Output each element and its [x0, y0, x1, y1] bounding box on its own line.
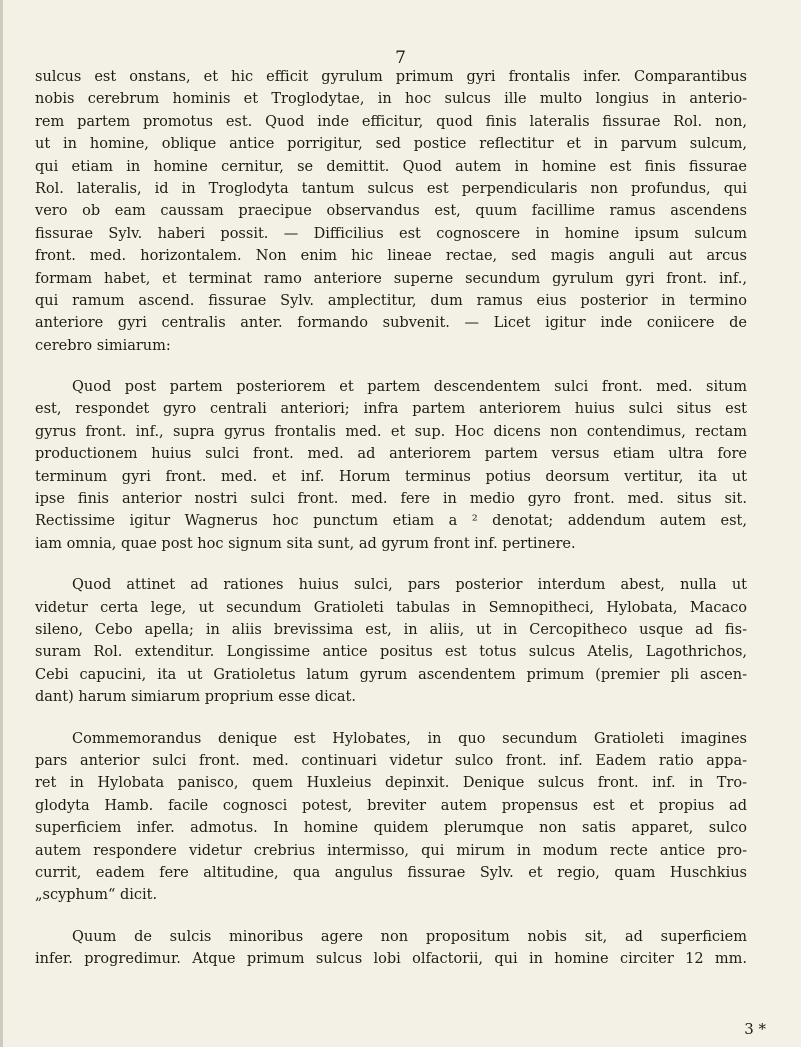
paragraph	[35, 66, 747, 357]
text-line: terminum gyri front. med. et inf. Horum terminus potius deorsum vertitur, ita ut	[35, 468, 747, 485]
text-line: front. med. horizontalem. Non enim hic lineae rectae, sed magis anguli aut arcus	[35, 248, 747, 265]
text-line: „scyphum“ dicit.	[35, 887, 158, 904]
page-edge	[0, 0, 3, 1047]
text-line: productionem huius sulci front. med. ad anteriorem partem versus etiam ultra fore	[35, 446, 747, 463]
text-line: Quum de sulcis minoribus agere non propositum nobis sit, ad superficiem	[72, 928, 747, 945]
text-line: anteriore gyri centralis anter. formando subvenit. — Licet igitur inde coniicere de	[35, 315, 747, 332]
text-line: Rectissime igitur Wagnerus hoc punctum etiam a ² denotat; addendum autem est,	[35, 513, 747, 530]
paragraph	[35, 926, 747, 971]
text-line: infer. progredimur. Atque primum sulcus lobi olfactorii, qui in homine circiter 12 mm.	[35, 951, 747, 968]
text-line: formam habet, et terminat ramo anteriore superne secundum gyrulum gyri front. inf.,	[35, 270, 747, 287]
text-line: Commemorandus denique est Hylobates, in quo secundum Gratioleti imagines	[72, 730, 747, 747]
text-line: sileno, Cebo apella; in aliis brevissima est, in aliis, ut in Cercopitheco usque ad fis-	[35, 621, 747, 638]
text-line: dant) harum simiarum proprium esse dicat.	[35, 689, 356, 706]
text-line: Quod post partem posteriorem et partem descendentem sulci front. med. situm	[72, 379, 747, 396]
text-line: cerebro simiarum:	[35, 337, 171, 354]
paragraph	[35, 376, 747, 555]
text-line: sulcus est onstans, et hic efficit gyrulum primum gyri frontalis infer. Comparantibus	[35, 69, 747, 85]
text-line: ret in Hylobata panisco, quem Huxleius depinxit. Denique sulcus front. inf. in Tro-	[35, 775, 747, 792]
text-line: Cebi capucini, ita ut Gratioletus latum gyrum ascendentem primum (premier pli ascen-	[35, 666, 747, 683]
text-line: autem respondere videtur crebrius intermisso, qui mirum in modum recte antice pro-	[35, 842, 747, 859]
text-line: fissurae Sylv. haberi possit. — Difficilius est cognoscere in homine ipsum sulcum	[35, 225, 747, 242]
text-line: gyrus front. inf., supra gyrus frontalis med. et sup. Hoc dicens non contendimus, rectam	[35, 423, 747, 440]
text-line: iam omnia, quae post hoc signum sita sunt, ad gyrum front inf. pertinere.	[35, 535, 576, 552]
text-line: rem partem promotus est. Quod inde efficitur, quod finis lateralis fissurae Rol. non,	[35, 113, 747, 130]
text-line: Quod attinet ad rationes huius sulci, pars posterior interdum abest, nulla ut	[72, 577, 747, 594]
text-line: glodyta Hamb. facile cognosci potest, breviter autem propensus est et propius ad	[35, 797, 747, 814]
paragraph	[35, 574, 747, 708]
text-line: nobis cerebrum hominis et Troglodytae, in hoc sulcus ille multo longius in anterio-	[35, 91, 747, 108]
page-number: 7	[395, 48, 406, 68]
paragraph	[35, 728, 747, 907]
text-line: est, respondet gyro centrali anteriori; infra partem anteriorem huius sulci situs est	[35, 401, 747, 418]
text-line: superficiem infer. admotus. In homine quidem plerumque non satis apparet, sulco	[35, 820, 747, 837]
text-line: ut in homine, oblique antice porrigitur, sed postice reflectitur et in parvum sulcum,	[35, 136, 747, 153]
text-line: ipse finis anterior nostri sulci front. med. fere in medio gyro front. med. situs sit.	[35, 491, 747, 508]
text-line: suram Rol. extenditur. Longissime antice positus est totus sulcus Atelis, Lagothrichos,	[35, 644, 747, 661]
text-line: currit, eadem fere altitudine, qua angulus fissurae Sylv. et regio, quam Huschkius	[35, 864, 747, 881]
text-line: pars anterior sulci front. med. continuari videtur sulco front. inf. Eadem ratio appa-	[35, 752, 747, 769]
body-text	[35, 66, 747, 970]
text-line: Rol. lateralis, id in Troglodyta tantum sulcus est perpendicularis non profundus, qui	[35, 180, 747, 197]
text-line: qui etiam in homine cernitur, se demittit. Quod autem in homine est finis fissurae	[35, 158, 747, 175]
text-line: vero ob eam caussam praecipue observandus est, quum facillime ramus ascendens	[35, 203, 747, 220]
signature-mark: 3 *	[744, 1020, 766, 1038]
text-line: qui ramum ascend. fissurae Sylv. amplectitur, dum ramus eius posterior in termino	[35, 292, 747, 309]
text-line: videtur certa lege, ut secundum Gratioleti tabulas in Semnopitheci, Hylobata, Macaco	[35, 599, 747, 616]
